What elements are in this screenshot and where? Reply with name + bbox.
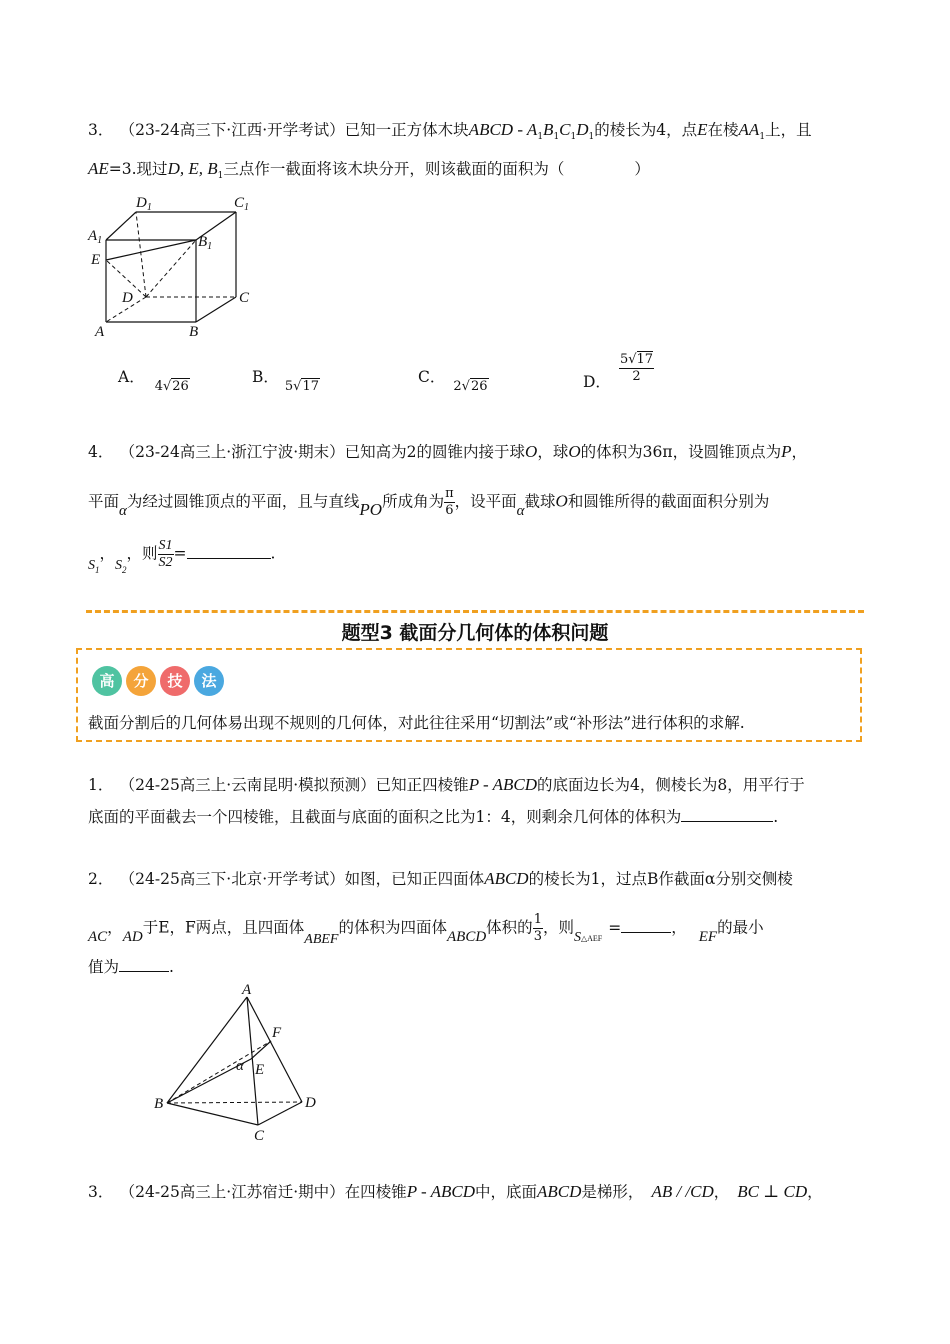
label-a: A (95, 324, 105, 340)
section-top-rule (86, 610, 864, 613)
edge-ac (247, 997, 258, 1125)
section-db1 (146, 240, 196, 297)
q1-answer-blank[interactable] (681, 821, 773, 822)
edge-dd1 (136, 212, 146, 297)
tetrahedron-figure (150, 982, 330, 1144)
cube-figure (86, 190, 266, 345)
section-eb1 (106, 240, 196, 260)
q3a-line1: 3． （23-24高三下·江西·开学考试）已知一正方体木块ABCD - $A_1B_1C_1D_1$的棱长为4，点E在棱$AA_1$上，且 (88, 120, 812, 142)
label-d: D (122, 290, 133, 306)
label-b1: $B_1$ (198, 234, 213, 252)
choice-a[interactable]: A．$_{4√26}$ (118, 368, 189, 394)
badge-fa: 法 (194, 666, 224, 696)
q1-line1: 1． （24-25高三上·云南昆明·模拟预测）已知正四棱锥P - ABCD的底面边长为4，侧棱长为8，用平行于 (88, 775, 805, 794)
badge-gao: 高 (92, 666, 122, 696)
label-alpha: α (236, 1058, 244, 1074)
choice-d[interactable]: D． $\frac{5√17}{2}$ (583, 352, 654, 391)
edge-d1a1 (106, 212, 136, 240)
edge-bc (167, 1103, 258, 1125)
label-c: C (239, 290, 250, 306)
label-e: E (255, 1062, 265, 1078)
q4-line1: 4． （23-24高三上·浙江宁波·期末）已知高为2的圆锥内接于球O，球O的体积为36π，设圆锥顶点为P， (88, 442, 807, 461)
label-e: E (91, 252, 101, 268)
label-a: A (242, 982, 252, 998)
label-d: D (305, 1095, 316, 1111)
q4-line3: $S_1$，$S_2$，则 $\frac{S1}{S2}$ = . (88, 538, 276, 575)
label-c: C (254, 1128, 265, 1144)
label-d1: $D_1$ (136, 195, 152, 213)
q4-answer-blank[interactable] (187, 558, 271, 559)
badge-fen: 分 (126, 666, 156, 696)
q2-line3: 值为 . (88, 958, 174, 976)
label-b: B (189, 324, 199, 340)
q3a-line2: AE=3.现过D, E, $B_1$三点作一截面将该木块分开，则该截面的面积为（ ） (88, 159, 650, 181)
q2-area-blank[interactable] (621, 932, 671, 933)
badge-ji: 技 (160, 666, 190, 696)
label-a1: $A_1$ (88, 228, 103, 246)
edge-bd (167, 1102, 302, 1103)
edge-cd (258, 1102, 302, 1125)
edge-bc (196, 297, 236, 322)
label-b: B (154, 1096, 164, 1112)
label-f: F (272, 1025, 282, 1041)
tip-text: 截面分割后的几何体易出现不规则的几何体，对此往往采用“切割法”或“补形法”进行体积的求解. (88, 714, 745, 732)
q2-min-blank[interactable] (119, 971, 169, 972)
q1-line2: 底面的平面截去一个四棱锥，且截面与底面的面积之比为1：4，则剩余几何体的体积为 . (88, 808, 779, 826)
label-c1: $C_1$ (234, 195, 250, 213)
choice-b[interactable]: B．$_{5√17}$ (252, 368, 320, 394)
q4-line2: 平面α为经过圆锥顶点的平面，且与直线PO所成角为 $\frac{\pi}{6}$ ，设平面α截球O和圆锥所得的截面面积分别为 (88, 486, 770, 519)
section-ef (251, 1041, 271, 1059)
q3b-line1: 3． （24-25高三上·江苏宿迁·期中）在四棱锥P - ABCD中，底面ABCD是梯形， AB / /CD， BC ⊥ CD， (88, 1182, 823, 1201)
q2-line2: AC，AD于E，F两点，且四面体ABEF的体积为四面体ABCD体积的 $\frac{1}{3}$ ，则S△AEF= ， EF的最小 (88, 912, 764, 947)
q2-line1: 2． （24-25高三下·北京·开学考试）如图，已知正四面体ABCD的棱长为1，过点B作截面α分别交侧棱 (88, 869, 793, 888)
choice-c[interactable]: C．$_{2√26}$ (418, 368, 488, 394)
edge-ab (167, 997, 247, 1103)
section-title: 题型3 截面分几何体的体积问题 (341, 622, 609, 644)
